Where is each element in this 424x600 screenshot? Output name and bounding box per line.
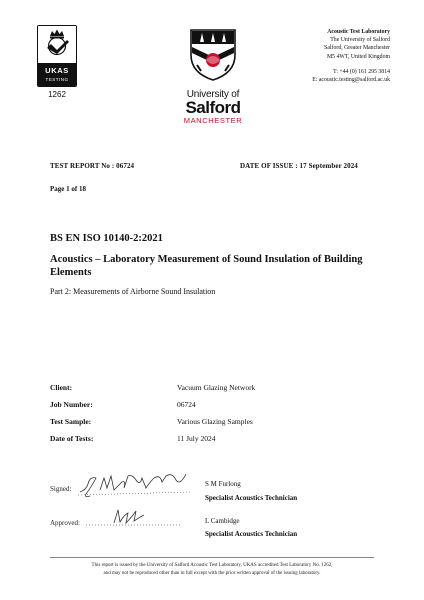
signed-name: S M Furlong — [205, 480, 241, 488]
page-indicator: Page 1 of 18 — [50, 185, 86, 193]
test-sample-value: Various Glazing Samples — [177, 417, 253, 426]
date-of-issue: DATE OF ISSUE : 17 September 2024 — [240, 162, 358, 170]
approved-role: Specialist Acoustics Technician — [205, 530, 298, 538]
address-line: M5 4WT, United Kingdom — [326, 53, 390, 60]
signed-label: Signed: — [50, 485, 72, 493]
salford-logo-line2: Salford — [185, 98, 241, 117]
ukas-logo — [30, 25, 84, 99]
standard-reference: BS EN ISO 10140-2:2021 — [50, 233, 163, 244]
footer-line: and may not be reproduced other than in full except with the prior written approval of the issuing laboratory. — [103, 571, 321, 576]
lab-phone: T: +44 (0) 161 295 3814 — [333, 68, 390, 75]
lab-name: Acoustic Test Laboratory — [327, 29, 390, 35]
crown-icon — [38, 26, 76, 63]
job-number-value: 06724 — [177, 400, 196, 409]
footer-line: This report is issued by the University of Salford Acoustic Test Laboratory, UKAS accredited Test Laboratory No. 1262, — [91, 563, 333, 568]
approved-label: Approved: — [50, 519, 80, 527]
approved-signature — [84, 507, 184, 529]
salford-crest-icon — [187, 27, 239, 82]
test-sample-label: Test Sample: — [50, 417, 92, 426]
report-part: Part 2: Measurements of Airborne Sound Insulation — [50, 287, 216, 296]
address-line: Salford, Greater Manchester — [324, 45, 390, 52]
signed-role: Specialist Acoustics Technician — [205, 494, 298, 502]
job-number-label: Job Number: — [50, 400, 93, 409]
lab-email: E: acoustic.testing@salford.ac.uk — [312, 77, 390, 84]
salford-logo — [180, 27, 246, 125]
report-title: Acoustics – Laboratory Measurement of Sound Insulation of Building Elements — [50, 254, 363, 278]
date-of-tests-value: 11 July 2024 — [177, 434, 216, 443]
footer-note — [40, 562, 384, 578]
client-value: Vacuum Glazing Network — [177, 383, 256, 392]
ukas-badge — [37, 25, 77, 87]
signed-signature — [76, 468, 194, 500]
footer-divider — [50, 557, 374, 558]
address-line: The University of Salford — [330, 37, 390, 44]
test-report-number: TEST REPORT No : 06724 — [50, 162, 135, 170]
approved-name: L Cambidge — [205, 517, 240, 525]
salford-logo-line1: University of — [186, 89, 240, 100]
ukas-logo-sub: TESTING — [45, 77, 69, 82]
client-label: Client: — [50, 383, 73, 392]
date-of-tests-label: Date of Tests: — [50, 434, 94, 443]
ukas-logo-word: UKAS — [45, 66, 69, 75]
salford-logo-line3: MANCHESTER — [183, 116, 243, 125]
lab-address — [240, 28, 390, 84]
ukas-number: 1262 — [48, 90, 66, 99]
